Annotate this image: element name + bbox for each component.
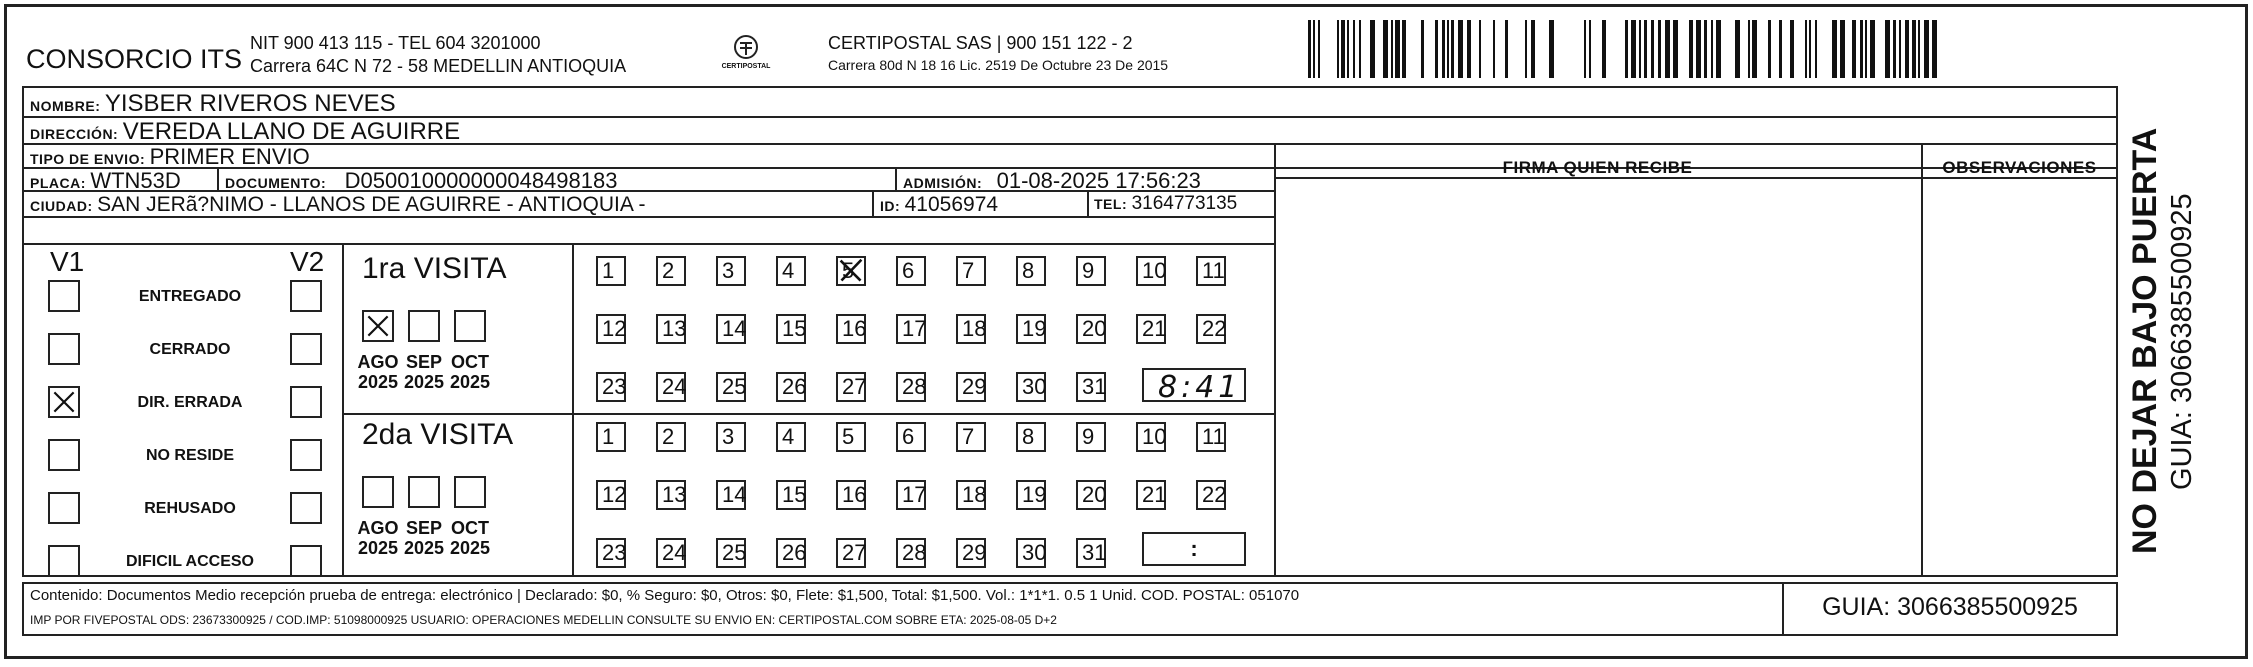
recipient-address: VEREDA LLANO DE AGUIRRE xyxy=(122,118,461,145)
v1-checkbox[interactable] xyxy=(48,333,80,365)
logo-text: CERTIPOSTAL xyxy=(721,63,771,70)
day-number: 29 xyxy=(962,374,987,399)
second-visit-day[interactable] xyxy=(1076,538,1106,568)
first-visit-time-value: 8:41 xyxy=(1158,370,1242,405)
day-number: 26 xyxy=(782,374,807,399)
month-year: 2025 xyxy=(449,372,491,392)
tel-label: TEL: xyxy=(1094,196,1128,212)
second-visit-time[interactable] xyxy=(1142,532,1246,566)
ship-type: PRIMER ENVIO xyxy=(149,144,310,169)
second-visit-day[interactable] xyxy=(596,422,626,452)
v1-checkbox[interactable] xyxy=(48,545,80,577)
day-number: 13 xyxy=(662,316,687,341)
month-checkbox[interactable] xyxy=(362,310,394,342)
no-slip-under-door-warning: NO DEJAR BAJO PUERTA xyxy=(2126,127,2164,554)
day-number: 11 xyxy=(1202,424,1225,449)
first-visit-day[interactable] xyxy=(836,314,866,344)
status-label: REHUSADO xyxy=(144,500,236,517)
second-visit-time-value: : xyxy=(1190,536,1198,561)
month-name: OCT xyxy=(451,352,489,372)
first-visit-day[interactable] xyxy=(1076,314,1106,344)
first-visit-day[interactable] xyxy=(956,314,986,344)
day-number: 12 xyxy=(602,482,627,507)
first-visit-day[interactable] xyxy=(1076,372,1106,402)
day-number: 25 xyxy=(722,374,747,399)
plate: WTN53D xyxy=(90,168,181,193)
month-name: SEP xyxy=(405,352,443,372)
day-number: 23 xyxy=(602,540,627,565)
first-visit-day[interactable] xyxy=(1076,256,1106,286)
day-number: 4 xyxy=(782,258,795,283)
day-number: 31 xyxy=(1082,374,1107,399)
day-number: 22 xyxy=(1202,482,1227,507)
day-number: 12 xyxy=(602,316,627,341)
name-label: NOMBRE: xyxy=(30,98,101,114)
month-year: 2025 xyxy=(357,538,399,558)
ship-type-label: TIPO DE ENVIO: xyxy=(30,151,146,167)
v1-header: V1 xyxy=(50,246,85,277)
footer-guia: GUIA: 3066385500925 xyxy=(1822,593,2078,621)
admission-label: ADMISIÓN: xyxy=(903,175,983,191)
address-label: DIRECCIÓN: xyxy=(30,126,119,142)
second-visit-day[interactable] xyxy=(1076,480,1106,510)
first-visit-day[interactable] xyxy=(596,314,626,344)
second-visit-day[interactable] xyxy=(596,480,626,510)
document-number: D050010000000048498183 xyxy=(344,168,618,193)
first-visit-day[interactable] xyxy=(776,256,806,286)
month-checkbox[interactable] xyxy=(454,476,486,508)
day-number: 14 xyxy=(722,316,747,341)
month-year: 2025 xyxy=(449,538,491,558)
second-visit-day[interactable] xyxy=(1136,480,1166,510)
v2-checkbox[interactable] xyxy=(290,492,322,524)
month-checkbox[interactable] xyxy=(362,476,394,508)
first-visit-day[interactable] xyxy=(1016,372,1046,402)
day-number: 13 xyxy=(662,482,687,507)
day-number: 22 xyxy=(1202,316,1227,341)
day-number: 8 xyxy=(1022,424,1035,449)
day-number: 20 xyxy=(1082,316,1107,341)
day-number: 20 xyxy=(1082,482,1107,507)
first-visit-day[interactable] xyxy=(1136,314,1166,344)
first-visit-day[interactable] xyxy=(716,314,746,344)
barcode xyxy=(1308,20,1948,78)
recipient-name: YISBER RIVEROS NEVES xyxy=(104,90,396,117)
day-number: 7 xyxy=(962,258,975,283)
first-visit-day[interactable] xyxy=(1016,314,1046,344)
second-visit-day[interactable] xyxy=(896,422,926,452)
first-visit-day[interactable] xyxy=(1196,256,1226,286)
first-visit-day[interactable] xyxy=(656,372,686,402)
day-number: 26 xyxy=(782,540,807,565)
day-number: 10 xyxy=(1142,424,1167,449)
day-cross-mark xyxy=(838,258,864,284)
second-visit-title: 2da VISITA xyxy=(362,418,514,451)
status-label: NO RESIDE xyxy=(145,447,234,464)
day-number: 16 xyxy=(842,482,867,507)
day-number: 5 xyxy=(842,258,855,283)
day-number: 6 xyxy=(902,258,915,283)
second-visit-day[interactable] xyxy=(716,538,746,568)
first-visit-day[interactable] xyxy=(656,314,686,344)
day-number: 27 xyxy=(842,374,867,399)
second-visit-day[interactable] xyxy=(956,422,986,452)
month-label xyxy=(442,352,498,392)
day-number: 15 xyxy=(782,316,807,341)
tel-number: 3164773135 xyxy=(1131,193,1238,214)
second-visit-day[interactable] xyxy=(776,422,806,452)
second-visit-day[interactable] xyxy=(716,422,746,452)
day-number: 28 xyxy=(902,540,927,565)
day-number: 14 xyxy=(722,482,747,507)
observations-header: OBSERVACIONES xyxy=(1942,158,2097,177)
city-label: CIUDAD: xyxy=(30,198,93,214)
day-number: 10 xyxy=(1142,258,1167,283)
month-year: 2025 xyxy=(403,372,445,392)
first-visit-day[interactable] xyxy=(596,256,626,286)
day-number: 4 xyxy=(782,424,795,449)
day-number: 21 xyxy=(1142,482,1167,507)
day-number: 19 xyxy=(1022,482,1047,507)
document-label: DOCUMENTO: xyxy=(225,175,327,191)
city: SAN JERã?NIMO - LLANOS DE AGUIRRE - ANTIOQUIA - xyxy=(97,193,646,216)
day-number: 9 xyxy=(1082,424,1095,449)
first-visit-day[interactable] xyxy=(1196,314,1226,344)
footer-imp: IMP POR FIVEPOSTAL ODS: 23673300925 / COD.IMP: 51098000925 USUARIO: OPERACIONES MEDELLIN CONSULTE SU ENVIO EN: CERTIPOSTAL.COM SOBRE ETA: 2025-08-05 D+2 xyxy=(30,613,1057,627)
second-visit-day[interactable] xyxy=(596,538,626,568)
day-number: 27 xyxy=(842,540,867,565)
second-visit-day[interactable] xyxy=(1196,422,1226,452)
month-checkbox[interactable] xyxy=(454,310,486,342)
day-number: 24 xyxy=(662,540,687,565)
first-visit-day[interactable] xyxy=(776,372,806,402)
day-number: 7 xyxy=(962,424,975,449)
day-number: 30 xyxy=(1022,374,1047,399)
status-label: CERRADO xyxy=(149,341,231,358)
company-nit: NIT 900 413 115 - TEL 604 3201000 xyxy=(250,33,541,53)
certipostal-logo xyxy=(718,30,774,76)
day-number: 16 xyxy=(842,316,867,341)
company-name: CONSORCIO ITS xyxy=(26,44,243,74)
id-label: ID: xyxy=(880,198,901,214)
second-visit-day[interactable] xyxy=(956,480,986,510)
second-visit-day[interactable] xyxy=(656,480,686,510)
month-name: AGO xyxy=(357,518,399,538)
day-number: 3 xyxy=(722,424,735,449)
day-number: 24 xyxy=(662,374,687,399)
second-visit-day[interactable] xyxy=(716,480,746,510)
v1-checkbox[interactable] xyxy=(48,386,80,418)
month-year: 2025 xyxy=(357,372,399,392)
day-number: 2 xyxy=(662,258,675,283)
first-visit-day[interactable] xyxy=(596,372,626,402)
v2-checkbox[interactable] xyxy=(290,280,322,312)
day-number: 29 xyxy=(962,540,987,565)
second-visit-day[interactable] xyxy=(656,538,686,568)
first-visit-day[interactable] xyxy=(776,314,806,344)
carrier-address: Carrera 80d N 18 16 Lic. 2519 De Octubre 23 De 2015 xyxy=(828,57,1169,73)
carrier-name: CERTIPOSTAL SAS | 900 151 122 - 2 xyxy=(828,33,1133,53)
first-visit-day[interactable] xyxy=(896,256,926,286)
first-visit-day[interactable] xyxy=(896,314,926,344)
id-number: 41056974 xyxy=(904,193,999,216)
second-visit-day[interactable] xyxy=(836,422,866,452)
footer-content: Contenido: Documentos Medio recepción prueba de entrega: electrónico | Declarado: $0, % Seguro: $0, Otros: $0, Flete: $1,500, Total: $1,500. Vol.: 1*1*1. 0.5 1 Unid. COD. POSTAL: 051070 xyxy=(30,587,1300,604)
day-number: 18 xyxy=(962,316,987,341)
second-visit-day[interactable] xyxy=(896,538,926,568)
day-number: 28 xyxy=(902,374,927,399)
v1-checkbox[interactable] xyxy=(48,492,80,524)
day-number: 25 xyxy=(722,540,747,565)
plate-label: PLACA: xyxy=(30,175,86,191)
month-checkbox[interactable] xyxy=(408,310,440,342)
month-name: AGO xyxy=(357,352,399,372)
day-number: 21 xyxy=(1142,316,1167,341)
first-visit-day[interactable] xyxy=(956,256,986,286)
v2-checkbox[interactable] xyxy=(290,545,322,577)
day-number: 19 xyxy=(1022,316,1047,341)
v1-checkbox[interactable] xyxy=(48,439,80,471)
first-visit-day[interactable] xyxy=(1016,256,1046,286)
status-label: DIFICIL ACCESO xyxy=(125,553,254,570)
first-visit-title: 1ra VISITA xyxy=(362,252,507,285)
day-number: 1 xyxy=(602,424,615,449)
first-visit-day[interactable] xyxy=(896,372,926,402)
second-visit-day[interactable] xyxy=(956,538,986,568)
day-number: 3 xyxy=(722,258,735,283)
v2-checkbox[interactable] xyxy=(290,386,322,418)
v2-checkbox[interactable] xyxy=(290,439,322,471)
day-number: 18 xyxy=(962,482,987,507)
month-name: SEP xyxy=(405,518,443,538)
first-visit-day[interactable] xyxy=(836,256,866,286)
day-number: 11 xyxy=(1202,258,1225,283)
side-guia: GUIA: 3066385500925 xyxy=(2166,193,2198,490)
day-number: 17 xyxy=(902,316,927,341)
second-visit-day[interactable] xyxy=(896,480,926,510)
company-address: Carrera 64C N 72 - 58 MEDELLIN ANTIOQUIA xyxy=(250,56,627,76)
day-number: 31 xyxy=(1082,540,1107,565)
day-number: 9 xyxy=(1082,258,1095,283)
v2-checkbox[interactable] xyxy=(290,333,322,365)
admission-datetime: 01-08-2025 17:56:23 xyxy=(996,168,1201,193)
day-number: 17 xyxy=(902,482,927,507)
day-number: 8 xyxy=(1022,258,1035,283)
day-number: 1 xyxy=(602,258,615,283)
first-visit-day[interactable] xyxy=(716,372,746,402)
second-visit-day[interactable] xyxy=(1016,480,1046,510)
month-checkbox[interactable] xyxy=(408,476,440,508)
first-visit-time[interactable] xyxy=(1142,368,1246,405)
v2-header: V2 xyxy=(290,246,325,277)
day-number: 6 xyxy=(902,424,915,449)
first-visit-day[interactable] xyxy=(656,256,686,286)
second-visit-day[interactable] xyxy=(1196,480,1226,510)
month-label xyxy=(442,518,498,558)
second-visit-day[interactable] xyxy=(776,538,806,568)
month-name: OCT xyxy=(451,518,489,538)
second-visit-day[interactable] xyxy=(836,538,866,568)
second-visit-day[interactable] xyxy=(656,422,686,452)
day-number: 2 xyxy=(662,424,675,449)
signature-header: FIRMA QUIEN RECIBE xyxy=(1502,158,1693,177)
v1-checkbox[interactable] xyxy=(48,280,80,312)
first-visit-day[interactable] xyxy=(1136,256,1166,286)
second-visit-day[interactable] xyxy=(776,480,806,510)
day-number: 15 xyxy=(782,482,807,507)
second-visit-day[interactable] xyxy=(836,480,866,510)
second-visit-day[interactable] xyxy=(1016,422,1046,452)
month-year: 2025 xyxy=(403,538,445,558)
status-label: ENTREGADO xyxy=(138,288,242,305)
second-visit-day[interactable] xyxy=(1136,422,1166,452)
first-visit-day[interactable] xyxy=(836,372,866,402)
second-visit-day[interactable] xyxy=(1016,538,1046,568)
first-visit-day[interactable] xyxy=(716,256,746,286)
status-label: DIR. ERRADA xyxy=(137,394,243,411)
first-visit-day[interactable] xyxy=(956,372,986,402)
day-number: 30 xyxy=(1022,540,1047,565)
second-visit-day[interactable] xyxy=(1076,422,1106,452)
day-number: 5 xyxy=(842,424,855,449)
day-number: 23 xyxy=(602,374,627,399)
